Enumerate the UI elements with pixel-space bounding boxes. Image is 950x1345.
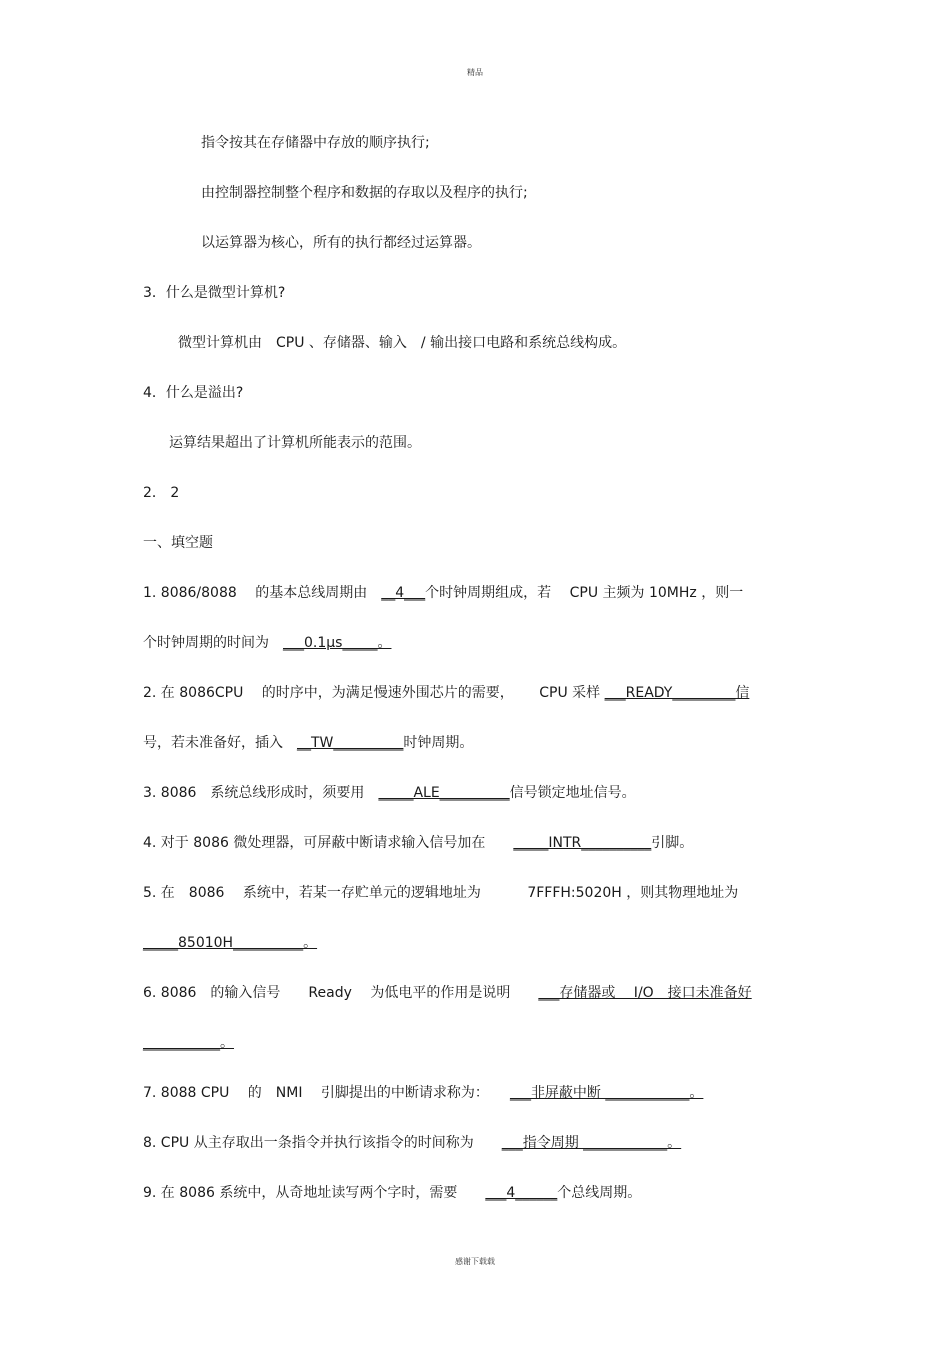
answer-3: 微型计算机由 CPU 、存储器、输入 / 输出接口电路和系统总线构成。 (178, 335, 627, 351)
fill-item-9 (143, 1184, 810, 1202)
section-heading: 2． 2 (143, 485, 180, 501)
text-line: 以运算器为核心，所有的执行都经过运算器。 (201, 235, 481, 251)
answer-blank: _____85010H__________。 (143, 935, 318, 951)
answer-4: 运算结果超出了计算机所能表示的范围。 (169, 435, 421, 451)
fill-item-5-cont (143, 934, 810, 952)
question-4: 4．什么是溢出? (143, 385, 244, 401)
fill-item-2 (143, 684, 810, 702)
answer-blank: ___0.1μs_____。 (283, 635, 392, 651)
item-text: 1. 8086/8088 的基本总线周期由 (143, 585, 382, 601)
item-text: 7. 8088 CPU 的 NMI 引脚提出的中断请求称为： (143, 1085, 510, 1101)
answer-blank: ___4______ (485, 1185, 558, 1201)
item-text: 时钟周期。 (403, 735, 474, 751)
answer-blank: ___指令周期 ____________。 (501, 1135, 682, 1151)
page-header: 精品 (467, 68, 483, 77)
item-text: 6. 8086 的输入信号 Ready 为低电平的作用是说明 (143, 985, 539, 1001)
fill-item-3 (143, 784, 810, 802)
fill-item-4 (143, 834, 810, 852)
item-text: 2. 在 8086CPU 的时序中，为满足慢速外围芯片的需要， CPU 采样 (143, 685, 605, 701)
item-text: 8. CPU 从主存取出一条指令并执行该指令的时间称为 (143, 1135, 502, 1151)
item-text: 信号锁定地址信号。 (509, 785, 636, 801)
answer-blank: ___________。 (143, 1035, 234, 1051)
item-text: 号，若未准备好，插入 (143, 735, 297, 751)
item-text: 个时钟周期组成，若 CPU 主频为 10MHz ，则一 (425, 585, 744, 601)
fill-item-2-cont (143, 734, 810, 752)
answer-blank: __TW__________ (297, 735, 404, 751)
item-text: 3. 8086 系统总线形成时，须要用 (143, 785, 379, 801)
item-text: 个总线周期。 (557, 1185, 642, 1201)
fill-item-1 (143, 584, 810, 602)
page-footer: 感谢下载载 (455, 1257, 495, 1266)
answer-blank: __4___ (381, 585, 426, 601)
fill-item-6 (143, 984, 810, 1002)
item-text: 9. 在 8086 系统中，从奇地址读写两个字时，需要 (143, 1185, 486, 1201)
fill-in-title: 一、填空题 (143, 535, 213, 551)
answer-blank: _____INTR__________ (513, 835, 652, 851)
fill-item-7 (143, 1084, 810, 1102)
fill-item-8 (143, 1134, 810, 1152)
item-text: 个时钟周期的时间为 (143, 635, 283, 651)
text-line: 由控制器控制整个程序和数据的存取以及程序的执行; (201, 185, 528, 201)
answer-blank: ___存储器或 I/O 接口未准备好 (538, 985, 752, 1001)
fill-item-1-cont (143, 634, 810, 652)
answer-blank: _____ALE__________ (378, 785, 510, 801)
question-3: 3．什么是微型计算机? (143, 285, 286, 301)
item-text: 引脚。 (651, 835, 694, 851)
item-text: 4. 对于 8086 微处理器，可屏蔽中断请求输入信号加在 (143, 835, 514, 851)
answer-blank: ___非屏蔽中断 ____________。 (509, 1085, 704, 1101)
answer-blank: ___READY_________信 (604, 685, 750, 701)
fill-item-6-cont (143, 1034, 810, 1052)
fill-item-5: 5. 在 8086 系统中，若某一存贮单元的逻辑地址为 7FFFH:5020H ，则其物理地址为 (143, 885, 739, 901)
text-line: 指令按其在存储器中存放的顺序执行; (201, 135, 430, 151)
